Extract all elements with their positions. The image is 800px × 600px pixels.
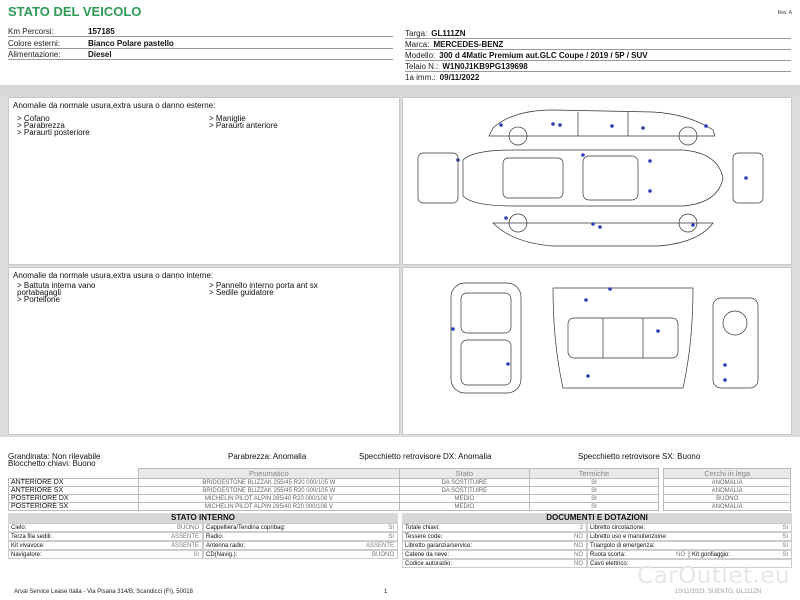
external-anomalies-col1	[17, 115, 90, 136]
plate-value: GL111ZN	[431, 29, 466, 38]
km-value: 157185	[88, 27, 115, 36]
col-state-header: Stato	[399, 469, 529, 479]
model-value: 300 d 4Matic Premium aut.GLC Coupe / 2019 / 5P / SUV	[439, 51, 648, 60]
interior-item-value: SI	[193, 552, 199, 558]
car-exterior-diagram	[403, 98, 791, 264]
list-item: > Pannello interno porta ant sx	[209, 281, 318, 290]
tyre-rims: ANOMALIA	[664, 503, 791, 511]
list-item: > Sedile guidatore	[209, 288, 274, 297]
external-anomalies-title: Anomalie da normale usura,extra usura o danno esterne:	[13, 101, 216, 110]
document-item-label: Libretto circolazione:	[590, 525, 646, 531]
vin-row	[405, 61, 791, 72]
tyre-rims: BUONO	[664, 495, 791, 503]
tyre-state: MEDIO	[399, 495, 529, 503]
internal-anomalies-col1	[17, 282, 96, 303]
interior-item-label: Cappelliera/Tendina copribag:	[206, 525, 286, 531]
color-label: Colore esterni:	[8, 39, 61, 48]
document-item	[587, 532, 792, 541]
list-item: portabagagli	[17, 288, 62, 297]
interior-item	[8, 541, 203, 550]
list-item: > Cofano	[17, 114, 50, 123]
footer-company: Arval Service Lease Italia - Via Pisana 314/B, Scandicci (FI), 50018	[14, 589, 193, 595]
tyre-position: ANTERIORE DX	[9, 479, 139, 487]
document-item-label: Cavo elettrico:	[590, 561, 629, 567]
interior-item-value: ASSENTE	[170, 534, 199, 540]
interior-item-value: BUONO	[176, 525, 199, 531]
mirror-left-status: Specchietto retrovisore SX: Buono	[578, 452, 701, 461]
footer-page-number: 1	[384, 589, 388, 595]
interior-item-label: Cielo:	[11, 525, 27, 531]
interior-item-label: Navigatore:	[11, 552, 42, 558]
km-row	[8, 26, 393, 37]
external-anomalies-panel	[8, 97, 400, 265]
document-item-value: SI	[782, 534, 788, 540]
tyre-position: POSTERIORE SX	[9, 503, 139, 511]
interior-item	[203, 532, 398, 541]
parabrezza-status: Parabrezza: Anomalia	[228, 452, 307, 461]
document-item	[587, 523, 792, 532]
km-label: Km Percorsi:	[8, 27, 54, 36]
external-anomalies-col2	[209, 115, 278, 129]
document-item	[587, 541, 792, 550]
tyre-model: BRIDGESTONE BLIZZAK 255/45 R20 000/105 W	[138, 479, 399, 487]
interior-item-label: Radio:	[206, 534, 224, 540]
registration-value: 09/11/2022	[439, 73, 480, 82]
table-row	[9, 487, 791, 495]
document-item	[587, 550, 689, 559]
footer-date: 10/11/2023, SUENTO, GL111ZN	[675, 589, 762, 595]
table-header-row	[9, 469, 791, 479]
plate-row	[405, 28, 791, 39]
interior-state-title: STATO INTERNO	[8, 513, 398, 523]
document-item-value: SI	[782, 543, 788, 549]
registration-row	[405, 72, 791, 83]
interior-item-label: Terza fila sedili:	[11, 534, 53, 540]
tyre-model: BRIDGESTONE BLIZZAK 255/45 R20 000/105 W	[138, 487, 399, 495]
interior-item-value: ASSENTE	[365, 543, 394, 549]
interior-item-value: SI	[388, 534, 394, 540]
list-item: > Maniglie	[209, 114, 246, 123]
grandinata-status: Grandinata: Non rilevabile	[8, 452, 101, 461]
document-item-value: NO	[574, 561, 583, 567]
external-car-diagram	[402, 97, 792, 265]
internal-anomalies-panel	[8, 267, 400, 435]
list-item: > Paraurti anteriore	[209, 121, 278, 130]
interior-item-label: Kit vivavoce:	[11, 543, 45, 549]
interior-item	[8, 550, 203, 559]
interior-item-value: SI	[388, 525, 394, 531]
interior-item	[203, 523, 398, 532]
internal-car-diagram	[402, 267, 792, 435]
document-item-label: Tessere code:	[405, 534, 443, 540]
tyres-table	[8, 468, 791, 511]
document-item-value: NO	[574, 552, 583, 558]
document-item	[689, 550, 792, 559]
color-row	[8, 38, 393, 49]
tyre-model: MICHELIN PILOT ALPIN 285/40 R20 000/108 V	[138, 503, 399, 511]
plate-label: Targa:	[405, 29, 428, 38]
model-label: Modello:	[405, 51, 436, 60]
tyre-thermal: SI	[529, 495, 659, 503]
list-item: > Battuta interna vano	[17, 281, 96, 290]
key-block-status: Blocchetto chiavi: Buono	[8, 459, 96, 468]
col-position-header	[9, 469, 139, 479]
car-interior-diagram	[403, 268, 791, 434]
document-item-value: NO	[574, 534, 583, 540]
tyre-state: DA SOSTITUIRE	[399, 479, 529, 487]
col-thermal-header: Termiche	[529, 469, 659, 479]
interior-item-value: BUONO	[371, 552, 394, 558]
mirror-right-status: Specchietto retrovisore DX: Anomalia	[359, 452, 492, 461]
interior-item-label: CD(Navig.):	[206, 552, 238, 558]
vin-label: Telaio N.:	[405, 62, 439, 71]
interior-item-label: Antenna radio:	[206, 543, 246, 549]
fuel-label: Alimentazione:	[8, 50, 61, 59]
document-item	[402, 532, 587, 541]
document-item	[402, 550, 587, 559]
document-item-value: 2	[579, 525, 583, 531]
section-divider	[0, 85, 800, 97]
document-item	[402, 523, 587, 532]
document-item-label: Kit gonfiaggio:	[692, 552, 731, 558]
tyre-state: MEDIO	[399, 503, 529, 511]
interior-item	[203, 541, 398, 550]
list-item: > Parabrezza	[17, 121, 65, 130]
tyre-rims: ANOMALIA	[664, 479, 791, 487]
document-item-value: SI	[782, 525, 788, 531]
document-item-label: Codice autoradio:	[405, 561, 453, 567]
document-item-label: Catene da neve:	[405, 552, 450, 558]
revision-label: Rev. A	[777, 10, 792, 16]
col-tyre-header: Pneumatico	[138, 469, 399, 479]
brand-label: Marca:	[405, 40, 430, 49]
brand-value: MERCEDES-BENZ	[433, 40, 504, 49]
table-row	[9, 479, 791, 487]
internal-anomalies-col2	[209, 282, 318, 296]
document-item-value: NO	[676, 552, 685, 558]
tyre-rims: ANOMALIA	[664, 487, 791, 495]
tyre-model: MICHELIN PILOT ALPIN 285/40 R20 000/108 V	[138, 495, 399, 503]
tyre-thermal: SI	[529, 503, 659, 511]
interior-item	[8, 532, 203, 541]
list-item: > Portellone	[17, 295, 60, 304]
document-item	[402, 541, 587, 550]
col-rims-header: Cerchi in lega	[664, 469, 791, 479]
document-item-label: Libretto uso e manutenzione:	[590, 534, 668, 540]
document-item-label: Totale chiavi:	[405, 525, 440, 531]
table-row	[9, 503, 791, 511]
document-item-label: Triangolo di emergenza:	[590, 543, 655, 549]
watermark-logo: CarOutlet.eu	[637, 563, 790, 589]
interior-item	[8, 523, 203, 532]
fuel-row	[8, 49, 393, 60]
document-item	[402, 559, 587, 568]
internal-anomalies-title: Anomalie da normale usura,extra usura o danno interne:	[13, 271, 214, 280]
interior-item	[203, 550, 398, 559]
tyre-position: ANTERIORE SX	[9, 487, 139, 495]
tyre-thermal: SI	[529, 479, 659, 487]
list-item: > Paraurti posteriore	[17, 128, 90, 137]
tyre-thermal: SI	[529, 487, 659, 495]
registration-label: 1a imm.:	[405, 73, 436, 82]
vin-value: W1N0J1KB9PG139698	[442, 62, 528, 71]
color-value: Bianco Polare pastello	[88, 39, 174, 48]
document-item-value: SI	[782, 552, 788, 558]
brand-row	[405, 39, 791, 50]
fuel-value: Diesel	[88, 50, 112, 59]
interior-item-value: ASSENTE	[170, 543, 199, 549]
model-row	[405, 50, 791, 61]
document-item-label: Libretto garanzia/service:	[405, 543, 473, 549]
tyre-state: DA SOSTITUIRE	[399, 487, 529, 495]
document-item-value: NO	[574, 543, 583, 549]
tyre-position: POSTERIORE DX	[9, 495, 139, 503]
documents-title: DOCUMENTI E DOTAZIONI	[402, 513, 792, 523]
document-item-label: Ruota scorta:	[590, 552, 626, 558]
table-row	[9, 495, 791, 503]
page-title: STATO DEL VEICOLO	[8, 4, 142, 19]
